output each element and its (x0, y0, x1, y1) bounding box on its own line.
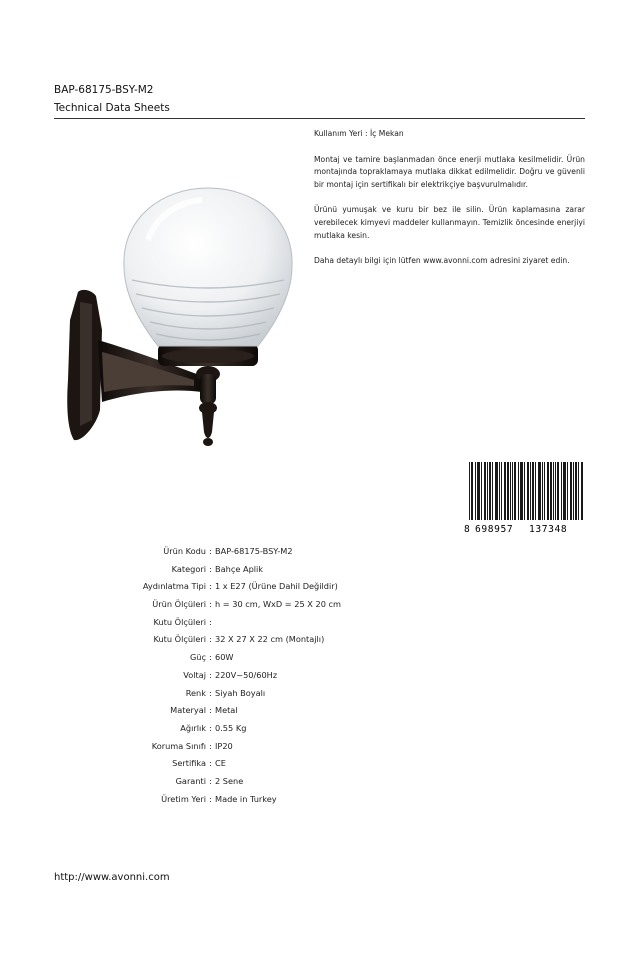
barcode-bar (514, 462, 515, 522)
barcode (463, 462, 584, 534)
barcode-bar (557, 462, 558, 522)
spec-label: Üretim Yeri (161, 793, 206, 804)
spec-value: BAP-68175-BSY-M2 (215, 546, 293, 556)
spec-value: 0.55 Kg (215, 722, 247, 733)
barcode-bar (575, 462, 576, 522)
spec-value: Made in Turkey (215, 793, 277, 804)
barcode-bar (564, 462, 565, 522)
spec-label: Aydınlatma Tipi (142, 581, 206, 592)
spec-separator: : (209, 775, 212, 786)
spec-separator: : (209, 669, 212, 680)
barcode-bar (504, 462, 505, 522)
barcode-left-digits: 698957 (475, 524, 514, 534)
barcode-right-digits: 137348 (529, 524, 568, 534)
barcode-bar (512, 462, 513, 522)
spec-label: Güç (189, 652, 206, 663)
spec-separator: : (209, 705, 212, 716)
barcode-bar (520, 462, 521, 522)
spec-separator: : (209, 599, 212, 610)
spec-value: Metal (215, 705, 238, 716)
spec-separator: : (209, 687, 212, 698)
barcode-bar (501, 462, 502, 522)
spec-row (40, 631, 341, 649)
spec-value: Siyah Boyalı (215, 687, 266, 698)
spec-row (40, 561, 341, 579)
spec-label: Voltaj (183, 669, 206, 680)
footer-website-link[interactable]: http://www.avonni.com (54, 872, 170, 883)
barcode-bar (555, 462, 556, 522)
barcode-bar (553, 462, 554, 522)
spec-label: Materyal (170, 705, 206, 716)
spec-row (40, 667, 341, 685)
barcode-bar (539, 462, 540, 522)
barcode-bar (573, 462, 574, 522)
spec-label: Kutu Ölçüleri (153, 634, 206, 645)
spec-separator: : (209, 758, 212, 769)
installation-warning: Montaj ve tamire başlanmadan önce enerji mutlaka kesilmelidir. Ürün montajında topraklamaya mutlaka dikkat edilmelidir. Doğru ve güvenli bir montaj için sertifikalı bir elektrikçiye başvurulmalıdır. (314, 154, 585, 189)
barcode-bar (507, 462, 508, 522)
spec-label: Renk (185, 687, 206, 698)
barcode-bar (490, 462, 491, 522)
barcode-bar (518, 462, 519, 522)
spec-value: CE (215, 758, 226, 769)
spec-separator: : (209, 652, 212, 663)
barcode-bar (510, 462, 511, 522)
spec-row (40, 649, 341, 667)
spec-value: 1 x E27 (Ürüne Dahil Değildir) (215, 581, 338, 592)
cleaning-instructions: Ürünü yumuşak ve kuru bir bez ile silin. Ürün kaplamasına zarar verebilecek kimyevi maddeler kullanmayın. Temizlik öncesinde enerjiyi mutlaka kesin. (314, 205, 585, 240)
barcode-bar (497, 462, 498, 522)
barcode-bar (547, 462, 548, 522)
barcode-bar (581, 462, 582, 522)
spec-row (40, 791, 341, 809)
spec-label: Kategori (171, 563, 206, 574)
usage-location: Kullanım Yeri : İç Mekan (314, 129, 404, 138)
barcode-bar (551, 462, 552, 522)
spec-separator: : (209, 740, 212, 751)
barcode-bar (550, 462, 551, 522)
spec-value: 220V~50/60Hz (215, 669, 278, 680)
spec-value: Bahçe Aplik (215, 563, 264, 574)
spec-label: Ağırlık (180, 722, 206, 733)
barcode-bar (515, 462, 516, 522)
spec-row (40, 596, 341, 614)
barcode-bar (548, 462, 549, 522)
barcode-bar (477, 462, 478, 522)
spec-row (40, 543, 341, 561)
spec-label: Ürün Kodu (163, 546, 206, 556)
spec-label: Koruma Sınıfı (151, 740, 206, 751)
barcode-bar (499, 462, 500, 522)
spec-row (40, 720, 341, 738)
spec-row (40, 578, 341, 596)
spec-value: IP20 (215, 740, 233, 751)
spec-label: Sertifika (172, 758, 206, 769)
spec-label: Kutu Ölçüleri (153, 616, 206, 627)
spec-label: Ürün Ölçüleri (152, 599, 206, 610)
spec-value: h = 30 cm, WxD = 25 X 20 cm (215, 599, 341, 610)
spec-value: 60W (215, 652, 234, 663)
spec-row (40, 773, 341, 791)
barcode-bar (487, 462, 488, 522)
barcode-bar (524, 462, 525, 522)
barcode-bar (485, 462, 486, 522)
barcode-bar (496, 462, 497, 522)
spec-row (40, 738, 341, 756)
spec-separator: : (209, 546, 212, 556)
barcode-bar (495, 462, 496, 522)
barcode-bar (542, 462, 543, 522)
barcode-bar (481, 462, 482, 522)
barcode-bar (532, 462, 533, 522)
barcode-bar (565, 462, 566, 522)
barcode-bar (561, 462, 562, 522)
spec-separator: : (209, 722, 212, 733)
barcode-bar (492, 462, 493, 522)
spec-separator: : (209, 616, 212, 627)
header-divider (54, 118, 585, 119)
barcode-bar (522, 462, 523, 522)
spec-row (40, 755, 341, 773)
barcode-bar (563, 462, 564, 522)
spec-separator: : (209, 634, 212, 645)
product-image (62, 180, 312, 452)
barcode-bar (558, 462, 559, 522)
document-subtitle: Technical Data Sheets (54, 102, 170, 114)
spec-value: 32 X 27 X 22 cm (Montajlı) (215, 634, 325, 645)
barcode-bar (475, 462, 476, 522)
barcode-bar (533, 462, 534, 522)
barcode-first-digit: 8 (464, 524, 470, 534)
spec-table (40, 543, 341, 808)
barcode-bar (479, 462, 480, 522)
spec-row (40, 614, 341, 632)
usage-info (314, 128, 585, 268)
website-note: Daha detaylı bilgi için lütfen www.avonni.com adresini ziyaret edin. (314, 256, 570, 266)
spec-separator: : (209, 581, 212, 592)
barcode-bar (571, 462, 572, 522)
spec-label: Garanti (175, 775, 206, 786)
barcode-bar (508, 462, 509, 522)
barcode-bar (489, 462, 490, 522)
barcode-bar (544, 462, 545, 522)
barcode-bar (582, 462, 583, 522)
barcode-bar (505, 462, 506, 522)
product-code-heading: BAP-68175-BSY-M2 (54, 84, 154, 96)
barcode-bar (484, 462, 485, 522)
barcode-bar (478, 462, 479, 522)
barcode-bar (540, 462, 541, 522)
barcode-bar (521, 462, 522, 522)
barcode-bar (570, 462, 571, 522)
barcode-bar (530, 462, 531, 522)
barcode-bar (567, 462, 568, 522)
spec-row (40, 685, 341, 703)
barcode-bar (578, 462, 579, 522)
spec-value: 2 Sene (215, 775, 244, 786)
barcode-bar (535, 462, 536, 522)
barcode-bar (538, 462, 539, 522)
spec-separator: : (209, 563, 212, 574)
barcode-bar (472, 462, 473, 522)
spec-separator: : (209, 793, 212, 804)
spec-row (40, 702, 341, 720)
barcode-bar (576, 462, 577, 522)
